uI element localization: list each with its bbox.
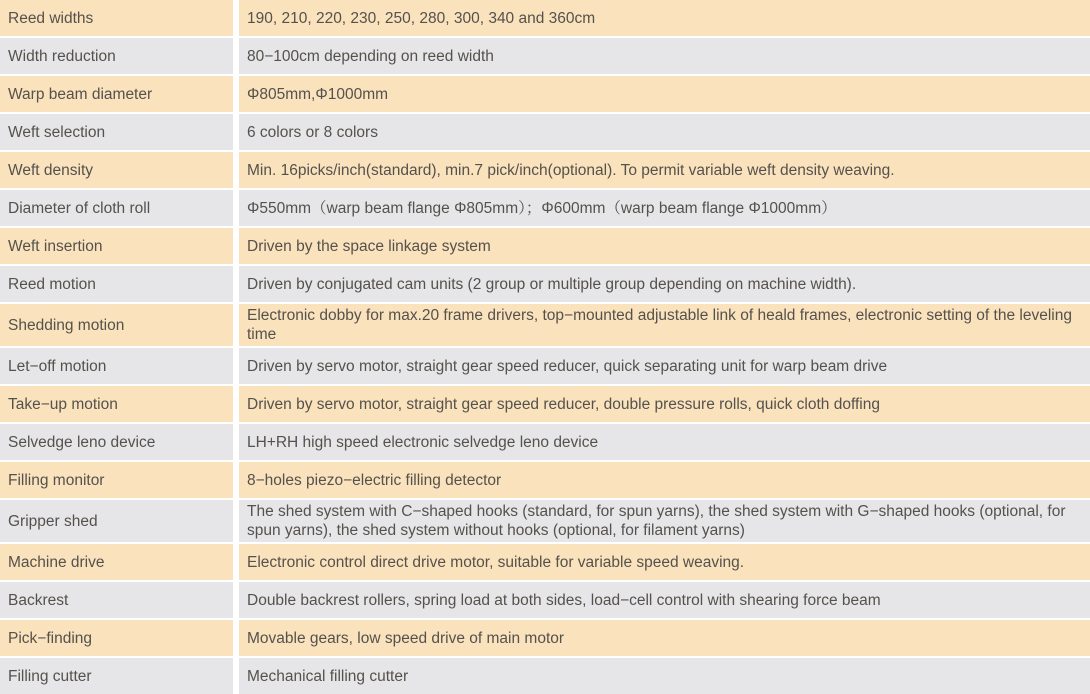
spec-value: 6 colors or 8 colors (239, 114, 1090, 150)
spec-label: Reed motion (0, 266, 233, 302)
spec-label: Selvedge leno device (0, 424, 233, 460)
spec-value: 190, 210, 220, 230, 250, 280, 300, 340 and 360cm (239, 0, 1090, 36)
spec-label: Width reduction (0, 38, 233, 74)
spec-value: Mechanical filling cutter (239, 658, 1090, 694)
spec-row (0, 386, 1090, 422)
spec-row (0, 304, 1090, 346)
spec-row (0, 38, 1090, 74)
spec-row (0, 582, 1090, 618)
spec-row (0, 0, 1090, 36)
spec-row (0, 114, 1090, 150)
spec-value: Φ805mm,Φ1000mm (239, 76, 1090, 112)
spec-row (0, 500, 1090, 542)
spec-label: Take−up motion (0, 386, 233, 422)
spec-row (0, 152, 1090, 188)
spec-row (0, 228, 1090, 264)
spec-value: 80−100cm depending on reed width (239, 38, 1090, 74)
spec-row (0, 76, 1090, 112)
spec-value: LH+RH high speed electronic selvedge leno device (239, 424, 1090, 460)
spec-label: Reed widths (0, 0, 233, 36)
spec-row (0, 462, 1090, 498)
spec-value: Driven by servo motor, straight gear speed reducer, double pressure rolls, quick cloth doffing (239, 386, 1090, 422)
spec-row (0, 348, 1090, 384)
spec-label: Warp beam diameter (0, 76, 233, 112)
spec-value: Electronic dobby for max.20 frame drivers, top−mounted adjustable link of heald frames, electronic setting of the leveling time (239, 304, 1090, 346)
spec-value: Driven by servo motor, straight gear speed reducer, quick separating unit for warp beam drive (239, 348, 1090, 384)
spec-label: Shedding motion (0, 304, 233, 346)
spec-row (0, 544, 1090, 580)
spec-value: Driven by the space linkage system (239, 228, 1090, 264)
spec-label: Filling monitor (0, 462, 233, 498)
spec-row (0, 266, 1090, 302)
spec-label: Let−off motion (0, 348, 233, 384)
spec-value: The shed system with C−shaped hooks (standard, for spun yarns), the shed system with G−shaped hooks (optional, for spun yarns), the shed system without hooks (optional, for filament yarns) (239, 500, 1090, 542)
spec-row (0, 190, 1090, 226)
spec-row (0, 658, 1090, 694)
spec-label: Diameter of cloth roll (0, 190, 233, 226)
spec-value: Min. 16picks/inch(standard), min.7 pick/inch(optional). To permit variable weft density weaving. (239, 152, 1090, 188)
spec-label: Pick−finding (0, 620, 233, 656)
spec-value: Φ550mm（warp beam flange Φ805mm）；Φ600mm（warp beam flange Φ1000mm） (239, 190, 1090, 226)
spec-label: Weft insertion (0, 228, 233, 264)
spec-label: Gripper shed (0, 500, 233, 542)
spec-value: Movable gears, low speed drive of main motor (239, 620, 1090, 656)
spec-label: Weft selection (0, 114, 233, 150)
spec-label: Machine drive (0, 544, 233, 580)
spec-label: Weft density (0, 152, 233, 188)
spec-row (0, 620, 1090, 656)
spec-value: Driven by conjugated cam units (2 group or multiple group depending on machine width). (239, 266, 1090, 302)
spec-row (0, 424, 1090, 460)
spec-label: Filling cutter (0, 658, 233, 694)
spec-value: Electronic control direct drive motor, suitable for variable speed weaving. (239, 544, 1090, 580)
spec-value: 8−holes piezo−electric filling detector (239, 462, 1090, 498)
spec-value: Double backrest rollers, spring load at both sides, load−cell control with shearing force beam (239, 582, 1090, 618)
spec-label: Backrest (0, 582, 233, 618)
